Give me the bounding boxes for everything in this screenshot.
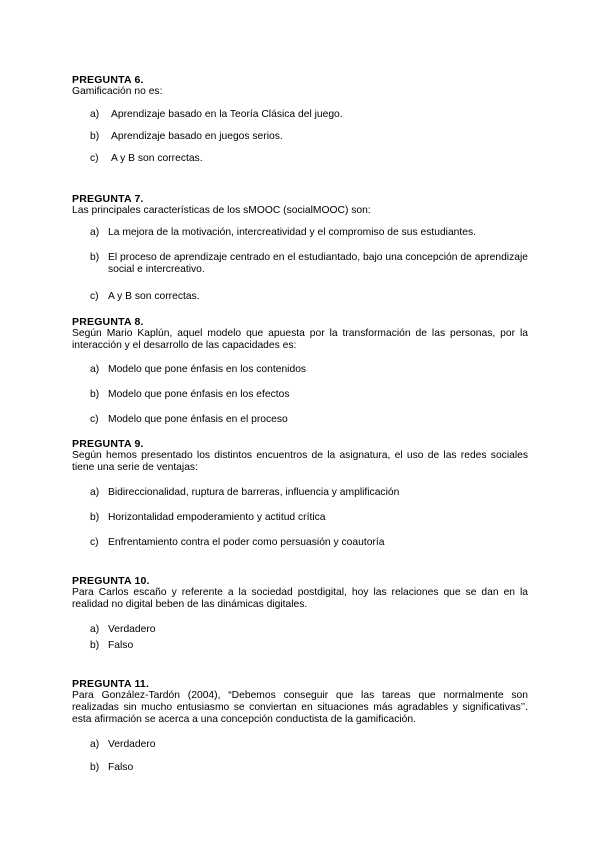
option-text: Bidireccionalidad, ruptura de barreras, influencia y amplificación [108, 487, 400, 498]
option-c [90, 537, 528, 549]
option-text: Falso [108, 640, 134, 651]
option-text: Modelo que pone énfasis en el proceso [108, 414, 288, 425]
option-b [90, 252, 528, 276]
question-title: PREGUNTA 8. [72, 316, 144, 328]
option-c [90, 291, 528, 303]
option-letter: c) [90, 414, 99, 425]
option-b [90, 131, 528, 143]
option-a [90, 364, 528, 376]
option-text: Verdadero [108, 624, 156, 635]
question-text: Para González-Tardón (2004), “Debemos conseguir que las tareas que normalmente son realizadas sin mucho entusiasmo se conviertan en situaciones más agradables y significativas’’. esta afirmación se acerca a una concepción conductista de la gamificación. [72, 690, 528, 725]
option-text: Falso [108, 762, 134, 773]
option-letter: c) [90, 291, 99, 302]
option-text: La mejora de la motivación, intercreatividad y el compromiso de sus estudiantes. [108, 227, 477, 238]
option-b [90, 512, 528, 524]
option-text: Horizontalidad empoderamiento y actitud crítica [108, 512, 326, 523]
option-a [90, 109, 528, 121]
option-text: Aprendizaje basado en la Teoría Clásica del juego. [111, 109, 343, 120]
option-b [90, 762, 528, 774]
option-b [90, 640, 528, 652]
option-letter: c) [90, 537, 99, 548]
question-title: PREGUNTA 9. [72, 438, 144, 450]
question-text: Las principales características de los sMOOC (socialMOOC) son: [72, 205, 371, 216]
option-a [90, 624, 528, 636]
option-letter: b) [90, 640, 100, 651]
option-a [90, 739, 528, 751]
option-letter: a) [90, 739, 100, 750]
option-text: Modelo que pone énfasis en los contenidos [108, 364, 307, 375]
option-letter: b) [90, 512, 100, 523]
option-letter: a) [90, 109, 100, 120]
question-10 [72, 575, 528, 611]
question-9 [72, 438, 528, 474]
option-text: A y B son correctas. [108, 291, 200, 302]
question-title: PREGUNTA 6. [72, 74, 144, 86]
option-text: Modelo que pone énfasis en los efectos [108, 389, 290, 400]
option-text: Enfrentamiento contra el poder como persuasión y coautoría [108, 537, 385, 548]
option-letter: b) [90, 252, 100, 263]
question-7 [72, 193, 528, 217]
question-text: Según hemos presentado los distintos encuentros de la asignatura, el uso de las redes sociales tiene una serie de ventajas: [72, 450, 528, 473]
option-b [90, 389, 528, 401]
option-letter: b) [90, 131, 100, 142]
option-a [90, 227, 528, 239]
option-a [90, 487, 528, 499]
question-8 [72, 316, 528, 352]
question-11 [72, 678, 528, 726]
option-text: El proceso de aprendizaje centrado en el estudiantado, bajo una concepción de aprendizaje social e intercreativo. [108, 252, 528, 275]
question-title: PREGUNTA 11. [72, 678, 150, 690]
option-text: Verdadero [108, 739, 156, 750]
question-text: Según Mario Kaplún, aquel modelo que apuesta por la transformación de las personas, por la interacción y el desarrollo de las capacidades es: [72, 328, 528, 351]
option-letter: a) [90, 364, 100, 375]
question-title: PREGUNTA 10. [72, 575, 150, 587]
option-c [90, 414, 528, 426]
option-letter: a) [90, 624, 100, 635]
question-text: Para Carlos escaño y referente a la sociedad postdigital, hoy las relaciones que se dan en la realidad no digital beben de las dinámicas digitales. [72, 587, 528, 610]
option-letter: c) [90, 153, 99, 164]
question-text: Gamificación no es: [72, 86, 163, 97]
option-text: A y B son correctas. [111, 153, 203, 164]
option-text: Aprendizaje basado en juegos serios. [111, 131, 283, 142]
option-letter: b) [90, 389, 100, 400]
question-6 [72, 74, 528, 98]
option-letter: a) [90, 227, 100, 238]
option-c [90, 153, 528, 165]
option-letter: a) [90, 487, 100, 498]
question-title: PREGUNTA 7. [72, 193, 144, 205]
option-letter: b) [90, 762, 100, 773]
